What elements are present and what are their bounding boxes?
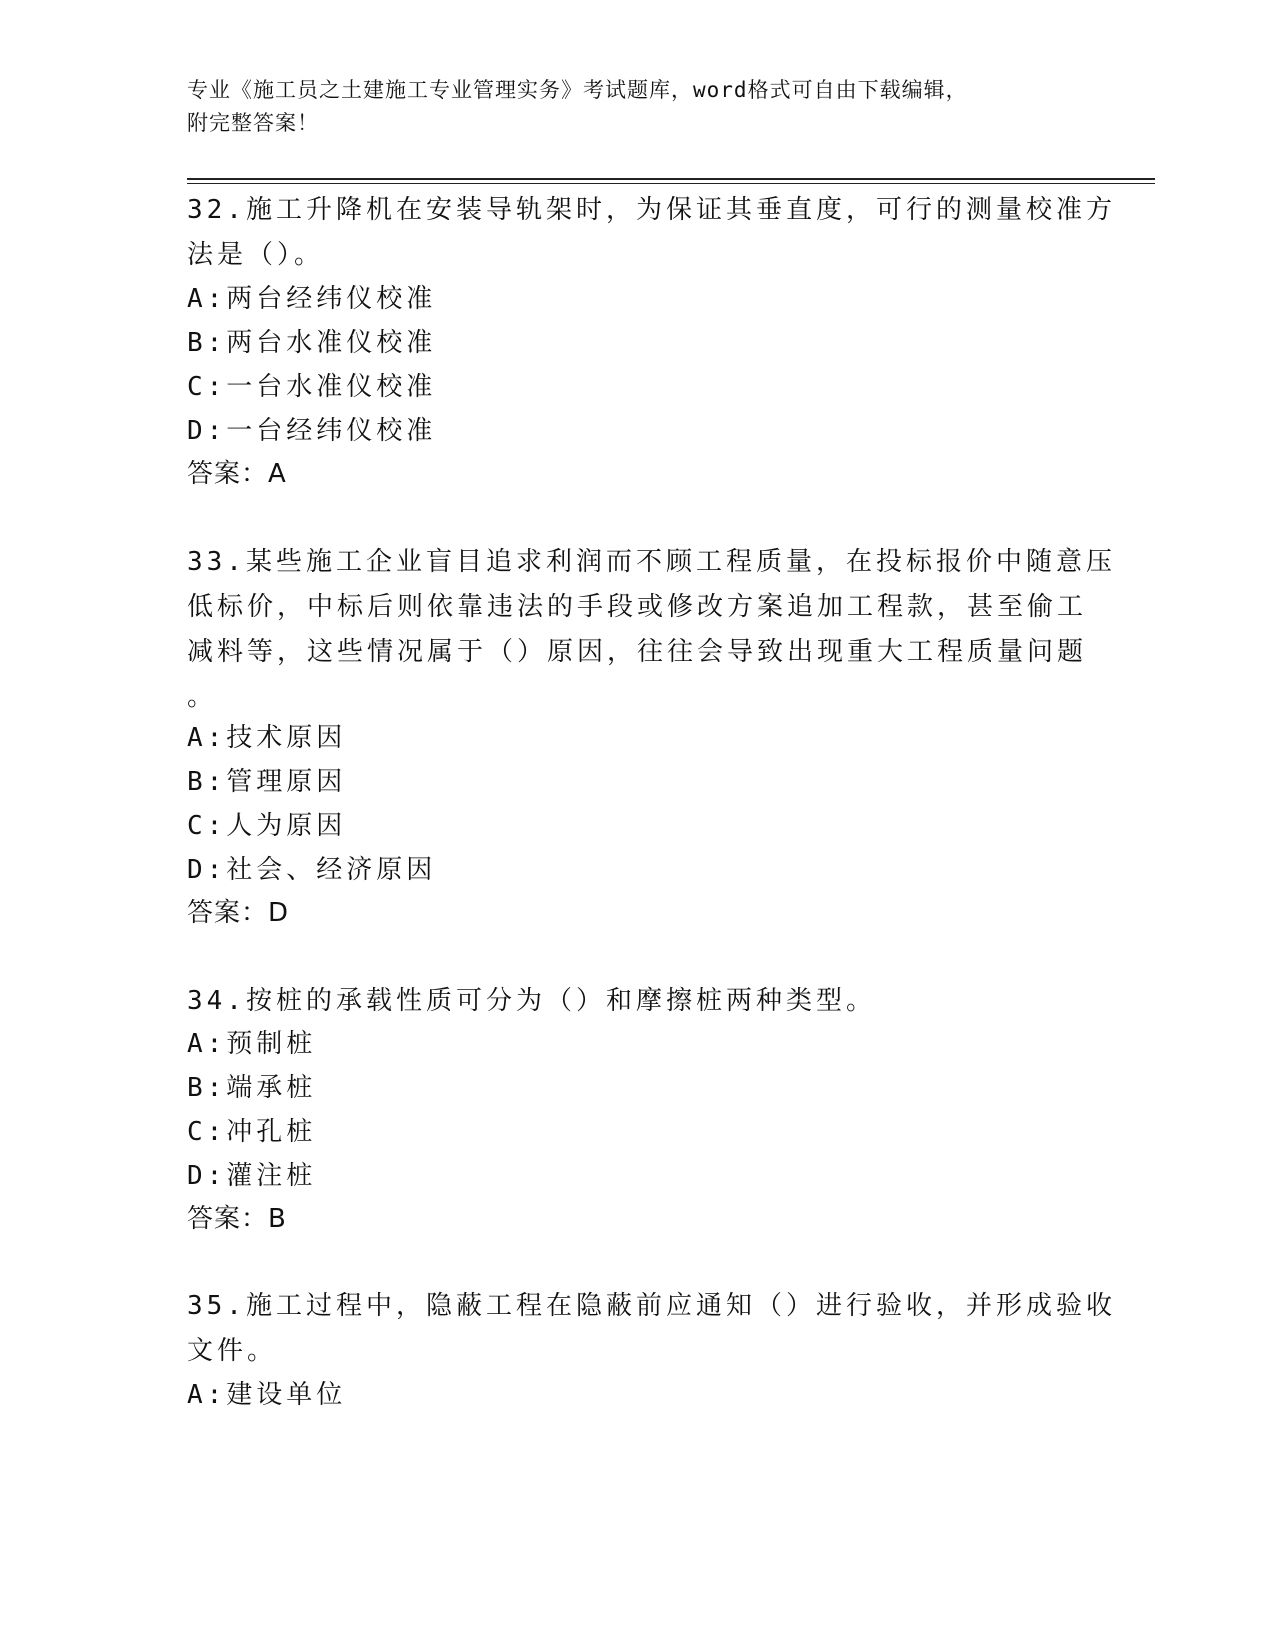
question-33-option-b: B:管理原因 bbox=[187, 767, 347, 797]
question-33-option-c: C:人为原因 bbox=[187, 811, 347, 841]
question-32-option-b: B:两台水准仪校准 bbox=[187, 328, 437, 358]
question-35-option-a: A:建设单位 bbox=[187, 1380, 347, 1410]
question-line: 。 bbox=[187, 682, 218, 712]
question-32-option-c: C:一台水准仪校准 bbox=[187, 372, 437, 402]
header-divider-thin bbox=[187, 183, 1155, 184]
question-32-text bbox=[187, 188, 1116, 278]
question-34-answer: 答案：B bbox=[187, 1204, 287, 1234]
question-line: 34.按桩的承载性质可分为（）和摩擦桩两种类型。 bbox=[187, 986, 876, 1016]
question-line: 低标价，中标后则依靠违法的手段或修改方案追加工程款，甚至偷工 bbox=[187, 592, 1088, 622]
question-32-option-a: A:两台经纬仪校准 bbox=[187, 284, 437, 314]
header-line-2: 附完整答案！ bbox=[187, 111, 319, 135]
question-34-option-a: A:预制桩 bbox=[187, 1029, 317, 1059]
question-34-option-b: B:端承桩 bbox=[187, 1073, 317, 1103]
question-32-option-d: D:一台经纬仪校准 bbox=[187, 416, 437, 446]
question-33-option-d: D:社会、经济原因 bbox=[187, 855, 437, 885]
question-34-text bbox=[187, 979, 1077, 1024]
question-34-option-d: D:灌注桩 bbox=[187, 1161, 317, 1191]
question-33-option-a: A:技术原因 bbox=[187, 723, 347, 753]
question-33-answer: 答案：D bbox=[187, 898, 290, 928]
question-34-option-c: C:冲孔桩 bbox=[187, 1117, 317, 1147]
question-line: 文件。 bbox=[187, 1336, 278, 1366]
question-line: 32.施工升降机在安装导轨架时，为保证其垂直度，可行的测量校准方 bbox=[187, 195, 1116, 225]
question-line: 法是（）。 bbox=[187, 240, 325, 270]
question-33-text bbox=[187, 540, 1116, 720]
header-line-1: 专业《施工员之土建施工专业管理实务》考试题库，word格式可自由下载编辑， bbox=[187, 78, 968, 102]
question-line: 减料等，这些情况属于（）原因，往往会导致出现重大工程质量问题 bbox=[187, 637, 1088, 667]
document-header bbox=[187, 74, 1087, 140]
question-line: 35.施工过程中，隐蔽工程在隐蔽前应通知（）进行验收，并形成验收 bbox=[187, 1291, 1116, 1321]
question-32-answer: 答案：A bbox=[187, 459, 287, 489]
question-line: 33.某些施工企业盲目追求利润而不顾工程质量，在投标报价中随意压 bbox=[187, 547, 1116, 577]
question-35-text bbox=[187, 1284, 1116, 1374]
header-divider-thick bbox=[187, 178, 1155, 180]
